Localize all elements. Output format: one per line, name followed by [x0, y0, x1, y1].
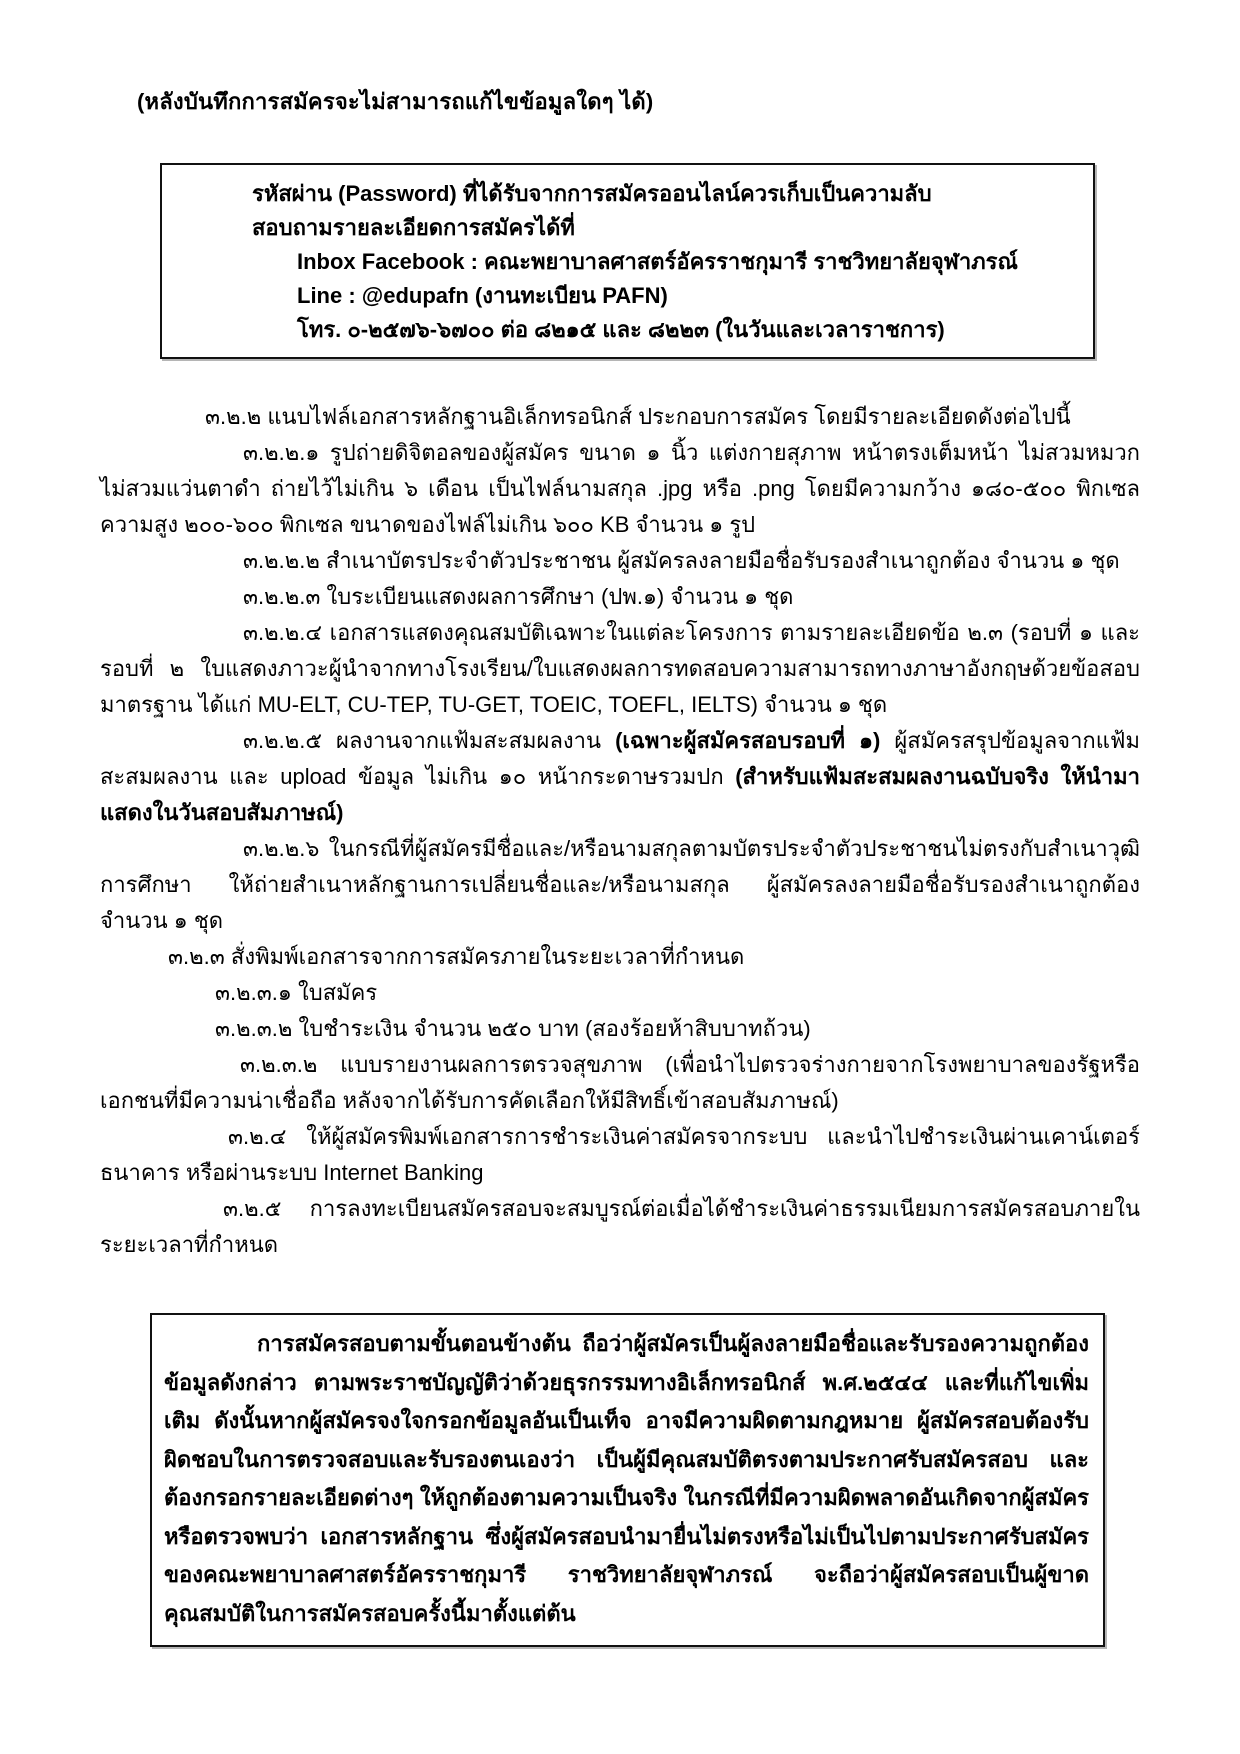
para-3-2-2-5 [100, 723, 1140, 831]
contact-info-box [160, 163, 1095, 359]
para-3-2-3: ๓.๒.๓ สั่งพิมพ์เอกสารจากการสมัครภายในระยะเวลาที่กำหนด [168, 944, 745, 969]
para-3-2-2-6: ๓.๒.๒.๖ ในกรณีที่ผู้สมัครมีชื่อและ/หรือนามสกุลตามบัตรประจำตัวประชาชนไม่ตรงกับสำเนาวุฒิการศึกษา ให้ถ่ายสำเนาหลักฐานการเปลี่ยนชื่อและ/หรือนามสกุล ผู้สมัครลงลายมือชื่อรับรองสำเนาถูกต้อง จำนวน ๑ ชุด [100, 836, 1140, 933]
disclaimer-text: การสมัครสอบตามขั้นตอนข้างต้น ถือว่าผู้สมัครเป็นผู้ลงลายมือชื่อและรับรองความถูกต้องข้อมูลดังกล่าว ตามพระราชบัญญัติว่าด้วยธุรกรรมทางอิเล็กทรอนิกส์ พ.ศ.๒๕๔๔ และที่แก้ไขเพิ่มเติม ดังนั้นหากผู้สมัครจงใจกรอกข้อมูลอันเป็นเท็จ อาจมีความผิดตามกฎหมาย ผู้สมัครสอบต้องรับผิดชอบในการตรวจสอบและรับรองตนเองว่า เป็นผู้มีคุณสมบัติตรงตามประกาศรับสมัครสอบ และต้องกรอกรายละเอียดต่างๆ ให้ถูกต้องตามความเป็นจริง ในกรณีที่มีความผิดพลาดอันเกิดจากผู้สมัครหรือตรวจพบว่า เอกสารหลักฐาน ซึ่งผู้สมัครสอบนำมายื่นไม่ตรงหรือไม่เป็นไปตามประกาศรับสมัครของคณะพยาบาลศาสตร์อัครราชกุมารี ราชวิทยาลัยจุฬาภรณ์ จะถือว่าผู้สมัครสอบเป็นผู้ขาดคุณสมบัติในการสมัครสอบครั้งนี้มาตั้งแต่ต้น [164, 1331, 1089, 1626]
original-portfolio-bold-note: (สำหรับแฟ้มสะสมผลงานฉบับจริง ให้นำมาแสดงในวันสอบสัมภาษณ์) [100, 764, 1140, 825]
password-secrecy-note: รหัสผ่าน (Password) ที่ได้รับจากการสมัครออนไลน์ควรเก็บเป็นความลับ [252, 181, 932, 206]
para-3-2-2-3: ๓.๒.๒.๓ ใบระเบียนแสดงผลการศึกษา (ปพ.๑) จำนวน ๑ ชุด [243, 584, 794, 609]
line-contact: Line : @edupafn (งานทะเบียน PAFN) [297, 283, 668, 308]
no-edit-note-heading: (หลังบันทึกการสมัครจะไม่สามารถแก้ไขข้อมูลใดๆ ได้) [137, 89, 654, 114]
disclaimer-box [150, 1313, 1105, 1647]
instructions-body [100, 399, 1140, 1263]
portfolio-upload-text: ผู้สมัครสรุปข้อมูลจากแฟ้มสะสมผลงาน และ upload ข้อมูล ไม่เกิน ๑๐ หน้ากระดาษรวมปก [100, 728, 1140, 789]
portfolio-text: ๓.๒.๒.๕ ผลงานจากแฟ้มสะสมผลงาน [243, 728, 616, 753]
para-3-2-2-1: ๓.๒.๒.๑ รูปถ่ายดิจิตอลของผู้สมัคร ขนาด ๑ นิ้ว แต่งกายสุภาพ หน้าตรงเต็มหน้า ไม่สวมหมวก ไม่สวมแว่นตาดำ ถ่ายไว้ไม่เกิน ๖ เดือน เป็นไฟล์นามสกุล .jpg หรือ .png โดยมีความกว้าง ๑๘๐-๕๐๐ พิกเซล ความสูง ๒๐๐-๖๐๐ พิกเซล ขนาดของไฟล์ไม่เกิน ๖๐๐ KB จำนวน ๑ รูป [100, 440, 1140, 537]
phone-contact: โทร. ๐-๒๕๗๖-๖๗๐๐ ต่อ ๘๒๑๕ และ ๘๒๒๓ (ในวันและเวลาราชการ) [297, 317, 945, 342]
para-3-2-5: ๓.๒.๕ การลงทะเบียนสมัครสอบจะสมบูรณ์ต่อเมื่อได้ชำระเงินค่าธรรมเนียมการสมัครสอบภายในระยะเวลาที่กำหนด [100, 1196, 1140, 1257]
para-3-2-2: ๓.๒.๒ แนบไฟล์เอกสารหลักฐานอิเล็กทรอนิกส์ ประกอบการสมัคร โดยมีรายละเอียดดังต่อไปนี้ [205, 404, 1071, 429]
para-3-2-2-4: ๓.๒.๒.๔ เอกสารแสดงคุณสมบัติเฉพาะในแต่ละโครงการ ตามรายละเอียดข้อ ๒.๓ (รอบที่ ๑ และรอบที่ ๒ ใบแสดงภาวะผู้นำจากทางโรงเรียน/ใบแสดงผลการทดสอบความสามารถทางภาษาอังกฤษด้วยข้อสอบมาตรฐาน ได้แก่ MU-ELT, CU-TEP, TU-GET, TOEIC, TOEFL, IELTS) จำนวน ๑ ชุด [100, 620, 1140, 717]
para-3-2-3-1: ๓.๒.๓.๑ ใบสมัคร [215, 980, 378, 1005]
para-3-2-4: ๓.๒.๔ ให้ผู้สมัครพิมพ์เอกสารการชำระเงินค่าสมัครจากระบบ และนำไปชำระเงินผ่านเคาน์เตอร์ธนาคาร หรือผ่านระบบ Internet Banking [100, 1124, 1140, 1185]
facebook-contact: Inbox Facebook : คณะพยาบาลศาสตร์อัครราชกุมารี ราชวิทยาลัยจุฬาภรณ์ [297, 249, 1018, 274]
round1-only-bold-note: (เฉพาะผู้สมัครสอบรอบที่ ๑) [615, 728, 881, 753]
para-3-2-3-2-payment: ๓.๒.๓.๒ ใบชำระเงิน จำนวน ๒๕๐ บาท (สองร้อยห้าสิบบาทถ้วน) [215, 1016, 811, 1041]
para-3-2-3-2-health: ๓.๒.๓.๒ แบบรายงานผลการตรวจสุขภาพ (เพื่อนำไปตรวจร่างกายจากโรงพยาบาลของรัฐหรือเอกชนที่มีความน่าเชื่อถือ หลังจากได้รับการคัดเลือกให้มีสิทธิ์เข้าสอบสัมภาษณ์) [100, 1052, 1140, 1113]
contact-intro: สอบถามรายละเอียดการสมัครได้ที่ [252, 215, 575, 240]
para-3-2-2-2: ๓.๒.๒.๒ สำเนาบัตรประจำตัวประชาชน ผู้สมัครลงลายมือชื่อรับรองสำเนาถูกต้อง จำนวน ๑ ชุด [243, 548, 1120, 573]
